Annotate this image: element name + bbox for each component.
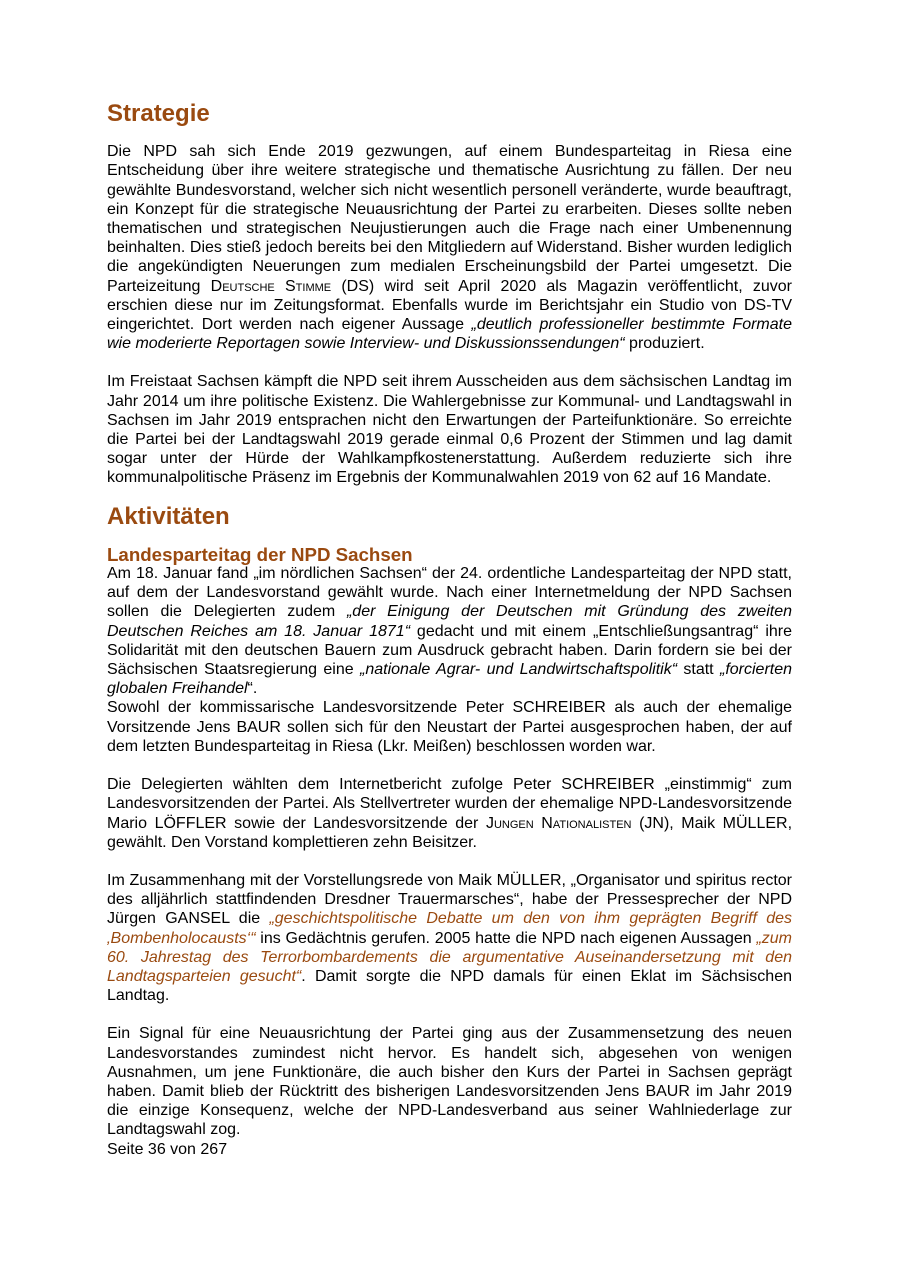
aktivitaeten-paragraph-5: Ein Signal für eine Neuausrichtung der Partei ging aus der Zusammensetzung des neuen Landesvorstandes zumindest nicht hervor. Es handelt sich, abgesehen von wenigen Ausnahmen, um jene Funktionäre, die auch bisher den Kurs der Partei in Sachsen geprägt haben. Damit blieb der Rücktritt des bisherigen Landesvorsitzenden Jens BAUR im Jahr 2019 die einzige Konsequenz, welche der NPD-Landesverband aus seiner Wahlniederlage zur Landtagswahl zog. xyxy=(107,1025,792,1139)
quote: „der Einigung der Deutschen mit Gründung des zweiten Deutschen Reiches am 18. Januar 1871“ xyxy=(107,603,793,640)
quote: „forcierten globalen Freihandel xyxy=(107,661,793,698)
quote: „deutlich professioneller bestimmte Formate wie moderierte Reportagen sowie Interview- und Diskussionssendungen“ xyxy=(107,316,793,353)
quote: „geschichtspolitische Debatte um den von ihm geprägten Begriff des ‚Bombenholocausts‘“ xyxy=(107,910,792,947)
strategie-paragraph-2: Im Freistaat Sachsen kämpft die NPD seit ihrem Ausscheiden aus dem sächsischen Landtag im Jahr 2014 um ihre politische Existenz. Die Wahlergebnisse zur Kommunal- und Landtagswahl in Sachsen im Jahr 2019 entsprachen nicht den Erwartungen der Parteifunktionäre. So erreichte die Partei bei der Landtagswahl 2019 gerade einmal 0,6 Prozent der Stimmen und lag damit sogar unter der Hürde der Wahlkampfkostenerstattung. Außerdem reduzierte sich ihre kommunalpolitische Präsenz im Ergebnis der Kommunalwahlen 2019 von 62 auf 16 Mandate. xyxy=(107,373,792,487)
strategie-paragraph-1: Die NPD sah sich Ende 2019 gezwungen, auf einem Bundesparteitag in Riesa eine Entscheidung über ihre weitere strategische und thematische Ausrichtung zu fällen. Der neu gewählte Bundesvorstand, welcher sich nicht wesentlich personell veränderte, wurde beauftragt, ein Konzept für die strategische Neuausrichtung der Partei zu erarbeiten. Dieses sollte neben thematischen und strategischen Neujustierungen auch die Frage nach einer Umbenennung beinhalten. Dies stieß jedoch bereits bei den Mitgliedern auf Widerstand. Bisher wurden lediglich die angekündigten Neuerungen zum medialen Erscheinungsbild der Partei umgesetzt. Die Parteizeitung Deutsche Stimme (DS) wird seit April 2020 als Magazin veröffentlicht, zuvor erschien diese nur im Zeitungsformat. Ebenfalls wurde im Berichtsjahr ein Studio von DS-TV eingerichtet. Dort werden nach eigener Aussage „deutlich professioneller bestimmte Formate wie moderierte Reportagen sowie Interview- und Diskussionssendungen“ produziert. xyxy=(107,143,793,353)
aktivitaeten-paragraph-1: Am 18. Januar fand „im nördlichen Sachsen“ der 24. ordentliche Landesparteitag der NPD statt, auf dem der Landesvorstand gewählt wurde. Nach einer Internetmeldung der NPD Sachsen sollen die Delegierten zudem „der Einigung der Deutschen mit Gründung des zweiten Deutschen Reiches am 18. Januar 1871“ gedacht und mit einem „Entschließungsantrag“ ihre Solidarität mit den deutschen Bauern zum Ausdruck gebracht haben. Darin fordern sie bei der Sächsischen Staatsregierung eine „nationale Agrar- und Landwirtschaftspolitik“ statt „forcierten globalen Freihandel“. xyxy=(107,565,793,698)
section-heading-aktivitaeten: Aktivitäten xyxy=(107,502,230,530)
organization-name: Jungen Nationalisten xyxy=(485,814,632,832)
newspaper-name: Deutsche Stimme xyxy=(210,277,332,295)
document-page xyxy=(107,100,793,1159)
subheading-landesparteitag: Landesparteitag der NPD Sachsen xyxy=(107,543,413,565)
aktivitaeten-paragraph-2: Sowohl der kommissarische Landesvorsitzende Peter SCHREIBER als auch der ehemalige Vorsitzende Jens BAUR sollen sich für den Neustart der Partei ausgesprochen haben, der auf dem letzten Bundesparteitag in Riesa (Lkr. Meißen) beschlossen worden war. xyxy=(107,699,792,755)
section-heading-strategie: Strategie xyxy=(107,100,210,127)
quote: „zum 60. Jahrestag des Terrorbombardements die argumentative Auseinandersetzung mit den Landtagsparteien gesucht“ xyxy=(107,929,792,985)
page-number: Seite 36 von 267 xyxy=(107,1140,228,1158)
quote: „nationale Agrar- und Landwirtschaftspolitik“ xyxy=(360,661,678,679)
aktivitaeten-paragraph-4: Im Zusammenhang mit der Vorstellungsrede von Maik MÜLLER, „Organisator und spiritus rector des alljährlich stattfindenden Dresdner Trauermarsches“, habe der Pressesprecher der NPD Jürgen GANSEL die „geschichtspolitische Debatte um den von ihm geprägten Begriff des ‚Bombenholocausts‘“ ins Gedächtnis gerufen. 2005 hatte die NPD nach eigenen Aussagen „zum 60. Jahrestag des Terrorbombardements die argumentative Auseinandersetzung mit den Landtagsparteien gesucht“. Damit sorgte die NPD damals für einen Eklat im Sächsischen Landtag. xyxy=(107,871,793,1005)
aktivitaeten-paragraph-3: Die Delegierten wählten dem Internetbericht zufolge Peter SCHREIBER „einstimmig“ zum Landesvorsitzenden der Partei. Als Stellvertreter wurden der ehemalige NPD-Landesvorsitzende Mario LÖFFLER sowie der Landesvorsitzende der Jungen Nationalisten (JN), Maik MÜLLER, gewählt. Den Vorstand komplettieren zehn Beisitzer. xyxy=(107,776,793,851)
